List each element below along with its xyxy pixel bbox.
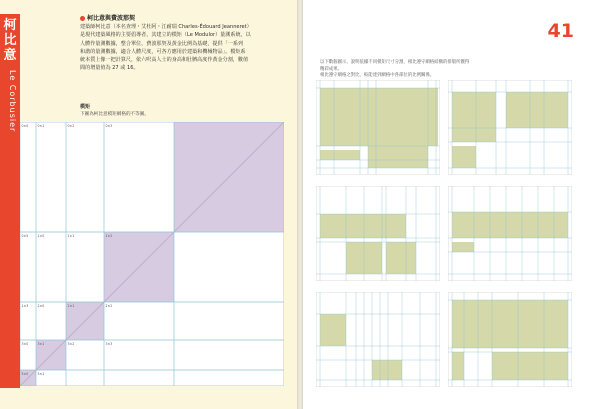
modulor-caption: 下圖為柯比意模矩網格的不等圖。: [80, 112, 149, 117]
modulor-cell-label: 2×1: [67, 304, 75, 308]
modulor-cell-label: 0×2: [67, 124, 75, 128]
modulor-cell-label: 1×3: [21, 304, 29, 308]
grid-example-3: [316, 186, 440, 281]
grid-example-5: [316, 292, 440, 387]
vertical-latin-title: Le Corbusier: [8, 70, 17, 133]
modulor-cell-label: 1×2: [105, 234, 113, 238]
modulor-cell-label: 5×0: [21, 372, 29, 376]
section-title: [80, 13, 135, 22]
vertical-title: 柯比意: [3, 18, 17, 63]
grid-example-6: [448, 292, 572, 387]
bullet-dot-icon: [80, 16, 85, 21]
page-number: 41: [547, 20, 574, 42]
modulor-cell-label: 2×2: [105, 304, 113, 308]
modulor-cell-label: 3×3: [105, 342, 113, 346]
grid-example-4: [448, 186, 572, 281]
body-line: 和諧的量測數據，適合人體尺度，可各方應用於建築和機械物品」。模矩系: [80, 48, 246, 55]
body-line: 間的增量值為 27 或 16。: [80, 65, 139, 72]
modulor-cell-label: 3×0: [21, 342, 29, 346]
modulor-cell-label: 0×1: [37, 124, 45, 128]
body-text: [80, 23, 278, 73]
grid-example-2: [448, 80, 572, 175]
body-line: 統本質上像一把計算尺，依六呎高人士的身高和肚臍高度作黃金分割，數值: [80, 57, 249, 64]
modulor-cell-label: 1×1: [67, 234, 75, 238]
body-line: 建築師柯比意（本名查理・艾杜阿・江耐瑞 Charles-Édouard Jeanneret）: [80, 24, 252, 30]
caption-line: 相比遵守網格之對比，較能達到網格中各部位的比例關係。: [320, 73, 435, 78]
modulor-cell-label: 0×0: [21, 124, 29, 128]
caption-line: 以下數個圖示，說明依據不同模矩尺寸分割，相比遵守網格結構的排版所獲得精彩成果。: [320, 60, 470, 72]
section-title-text: 柯比意與費波那契: [87, 15, 136, 22]
modulor-cell-label: 3×1: [37, 342, 45, 346]
modulor-cell-label: 5×1: [37, 372, 45, 376]
body-line: 是現代建築風格的主要倡導者，其建立的模矩（Le Modulor）量測系統，以: [80, 32, 251, 39]
modulor-cell-label: 0×3: [105, 124, 113, 128]
modulor-cell-label: 2×0: [37, 304, 45, 308]
body-line: 人體作量測數據，整合單位、費波那契及黃金比例為基礎，提供「一系列: [80, 40, 244, 47]
modulor-cell-label: 0×5: [21, 234, 29, 238]
modulor-cell-label: 3×2: [67, 342, 75, 346]
left-page: [0, 0, 297, 409]
modulor-grid-diagram: [20, 122, 284, 386]
modulor-subtitle: 模矩: [80, 104, 91, 110]
modulor-cell-label: 1×0: [37, 234, 45, 238]
grid-example-1: [316, 80, 440, 175]
grid-examples-caption: [320, 60, 470, 80]
